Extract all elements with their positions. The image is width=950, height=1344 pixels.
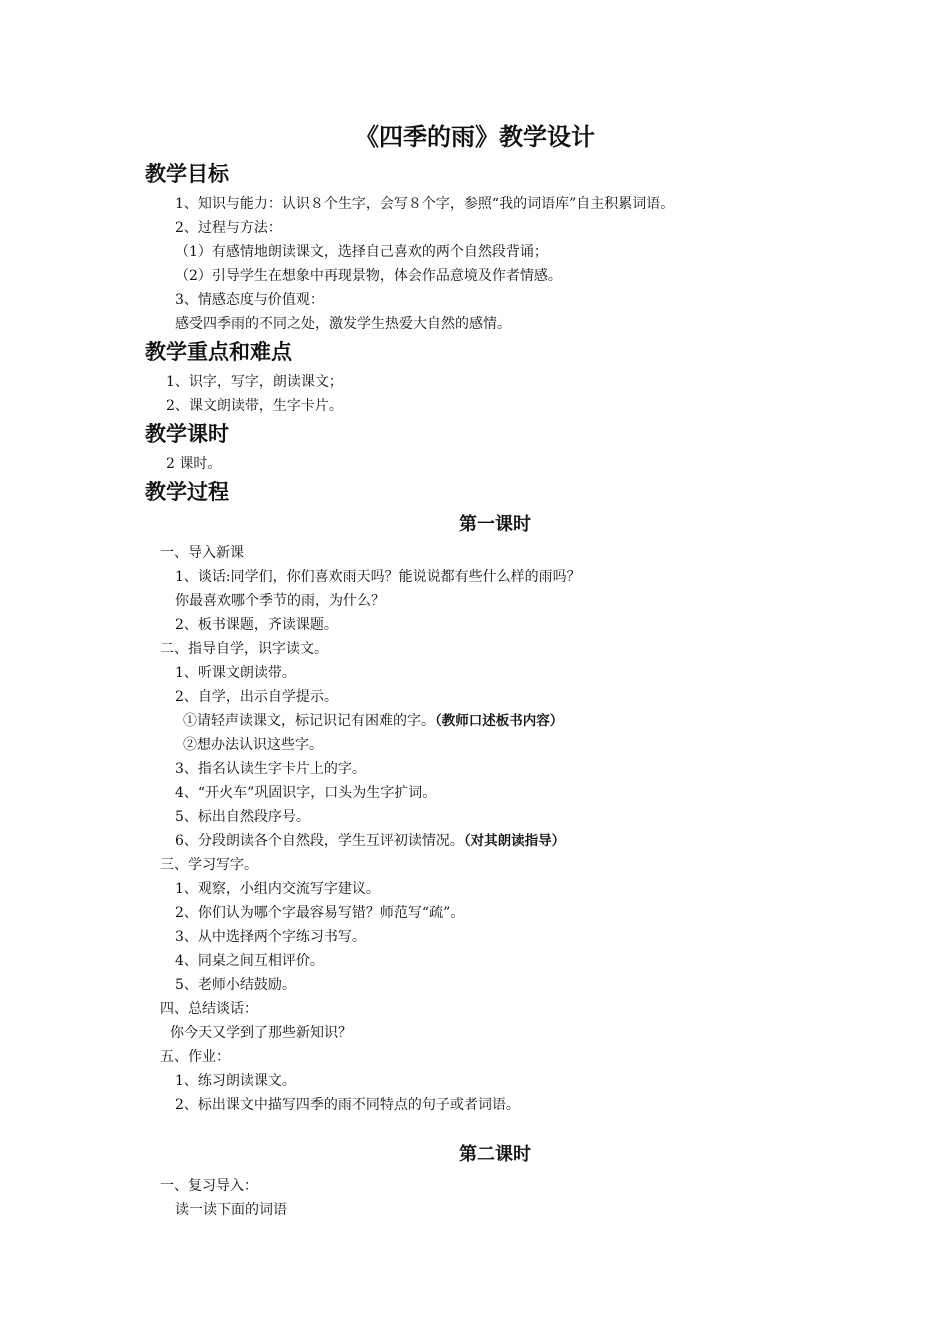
objective-line: 感受四季雨的不同之处，激发学生热爱大自然的感情。 <box>175 316 511 332</box>
teacher-note: （教师口述板书内容） <box>435 713 564 729</box>
objective-line: （2）引导学生在想象中再现景物，体会作品意境及作者情感。 <box>175 268 562 284</box>
lesson-1-line: 2、你们认为哪个字最容易写错？师范写“疏”。 <box>175 905 465 921</box>
lesson-1-line <box>175 831 565 851</box>
key-point-line: 2、课文朗读带，生字卡片。 <box>166 398 343 414</box>
lesson-1-line: 你最喜欢哪个季节的雨，为什么？ <box>175 593 385 609</box>
lesson-1-step-heading: 五、作业： <box>160 1049 230 1065</box>
lesson-1-line-text: 6、分段朗读各个自然段，学生互评初读情况。 <box>175 833 464 849</box>
lesson-1-line: 你今天又学到了那些新知识？ <box>170 1025 352 1041</box>
periods-text: 2 课时。 <box>166 456 222 472</box>
lesson-1-line: 3、从中选择两个字练习书写。 <box>175 929 366 945</box>
lesson-1-line: 1、练习朗读课文。 <box>175 1073 296 1089</box>
lesson-1-step-heading: 一、导入新课 <box>160 545 244 561</box>
lesson-2-line: 读一读下面的词语 <box>175 1202 287 1218</box>
lesson-1-line: 1、听课文朗读带。 <box>175 665 296 681</box>
objective-line: 1、知识与能力：认识８个生字，会写８个字，参照“我的词语库”自主积累词语。 <box>175 196 675 212</box>
key-point-line: 1、识字，写字，朗读课文； <box>166 374 343 390</box>
lesson-1-line: 1、观察，小组内交流写字建议。 <box>175 881 380 897</box>
lesson-1-line-text: ①请轻声读课文，标记识记有困难的字。 <box>183 713 435 729</box>
lesson-1-step-heading: 四、总结谈话： <box>160 1001 258 1017</box>
lesson-1-line: 5、标出自然段序号。 <box>175 809 310 825</box>
document-title: 《四季的雨》教学设计 <box>355 122 595 151</box>
lesson-1-line: 2、板书课题，齐读课题。 <box>175 617 338 633</box>
objective-line: （1）有感情地朗读课文，选择自己喜欢的两个自然段背诵； <box>175 244 548 260</box>
section-heading-process: 教学过程 <box>145 480 229 504</box>
lesson-1-line: 4、同桌之间互相评价。 <box>175 953 324 969</box>
objective-line: 2、过程与方法： <box>175 220 282 236</box>
lesson-1-line: ②想办法认识这些字。 <box>183 737 323 753</box>
lesson-1-line: 3、指名认读生字卡片上的字。 <box>175 761 366 777</box>
lesson-2-title: 第二课时 <box>459 1144 531 1165</box>
lesson-1-line: 2、自学，出示自学提示。 <box>175 689 338 705</box>
lesson-1-step-heading: 三、学习写字。 <box>160 857 258 873</box>
lesson-1-line: 1、谈话:同学们，你们喜欢雨天吗？能说说都有些什么样的雨吗？ <box>175 569 581 585</box>
lesson-2-step-heading: 一、复习导入： <box>160 1178 258 1194</box>
objective-line: 3、情感态度与价值观： <box>175 292 324 308</box>
lesson-1-line: 5、老师小结鼓励。 <box>175 977 296 993</box>
section-heading-periods: 教学课时 <box>145 422 229 446</box>
lesson-1-line <box>183 711 563 731</box>
lesson-1-line: 4、“开火车”巩固识字，口头为生字扩词。 <box>175 785 437 801</box>
teacher-note: （对其朗读指导） <box>463 833 566 849</box>
lesson-1-title: 第一课时 <box>459 514 531 535</box>
lesson-1-step-heading: 二、指导自学，识字读文。 <box>160 641 328 657</box>
section-heading-key-points: 教学重点和难点 <box>145 340 292 364</box>
lesson-1-line: 2、标出课文中描写四季的雨不同特点的句子或者词语。 <box>175 1097 520 1113</box>
section-heading-objectives: 教学目标 <box>145 162 229 186</box>
